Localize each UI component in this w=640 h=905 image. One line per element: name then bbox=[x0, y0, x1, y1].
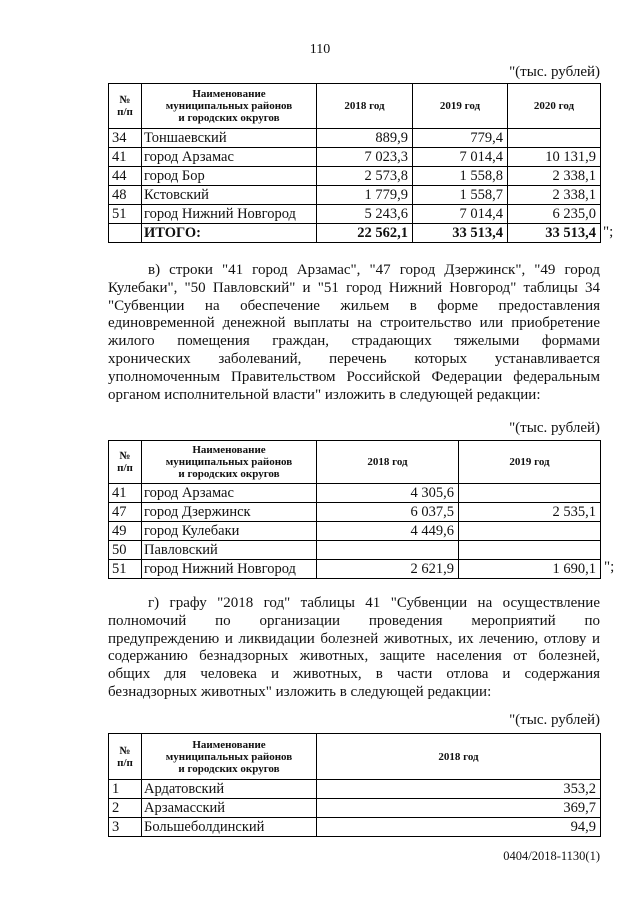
cell-num: 50 bbox=[109, 541, 142, 560]
cell-2020 bbox=[508, 129, 601, 148]
cell-2018: 2 621,9 bbox=[317, 560, 459, 579]
table-row bbox=[109, 205, 601, 224]
cell-2020: 6 235,0 bbox=[508, 205, 601, 224]
header-num: № п/п bbox=[109, 84, 142, 129]
header-2018: 2018 год bbox=[317, 734, 601, 780]
cell-2018: 4 449,6 bbox=[317, 522, 459, 541]
cell-num: 3 bbox=[109, 818, 142, 837]
cell-2018: 94,9 bbox=[317, 818, 601, 837]
header-2018: 2018 год bbox=[317, 84, 413, 129]
cell-2018: 1 779,9 bbox=[317, 186, 413, 205]
subsidy-table-3 bbox=[108, 733, 601, 837]
total-row bbox=[109, 224, 601, 243]
header-2019: 2019 год bbox=[459, 441, 601, 484]
table-row bbox=[109, 541, 601, 560]
cell-2019: 779,4 bbox=[413, 129, 508, 148]
subsidy-table-1 bbox=[108, 83, 601, 243]
closing-quote-mark: "; bbox=[604, 559, 615, 575]
table-header-row bbox=[109, 734, 601, 780]
paragraph-line: содержанию безнадзорных животных, защите населения от болезней, bbox=[108, 648, 600, 665]
cell-2018 bbox=[317, 541, 459, 560]
cell-2019 bbox=[459, 484, 601, 503]
cell-name: город Нижний Новгород bbox=[142, 205, 317, 224]
cell-2019: 1 558,8 bbox=[413, 167, 508, 186]
cell-name: Тоншаевский bbox=[142, 129, 317, 148]
cell-2019: 2 535,1 bbox=[459, 503, 601, 522]
table-row bbox=[109, 167, 601, 186]
table-header-row bbox=[109, 441, 601, 484]
units-label: "(тыс. рублей) bbox=[509, 64, 600, 80]
cell-num: 44 bbox=[109, 167, 142, 186]
cell-num: 51 bbox=[109, 205, 142, 224]
table-row bbox=[109, 148, 601, 167]
paragraph-line: полномочий по организации проведения мероприятий по bbox=[108, 612, 600, 629]
cell-name: Арзамасский bbox=[142, 799, 317, 818]
header-name: Наименование муниципальных районов и городских округов bbox=[142, 441, 317, 484]
cell-name: город Арзамас bbox=[142, 484, 317, 503]
table-row bbox=[109, 484, 601, 503]
total-2019: 33 513,4 bbox=[413, 224, 508, 243]
cell-num: 1 bbox=[109, 780, 142, 799]
cell-2019: 1 690,1 bbox=[459, 560, 601, 579]
cell-num bbox=[109, 224, 142, 243]
paragraph-line: предупреждению и ликвидации болезней животных, их лечению, отлову и bbox=[108, 630, 600, 647]
amendment-paragraph-g bbox=[108, 595, 600, 702]
cell-name: Павловский bbox=[142, 541, 317, 560]
cell-name: город Нижний Новгород bbox=[142, 560, 317, 579]
cell-2020: 10 131,9 bbox=[508, 148, 601, 167]
cell-2019 bbox=[459, 541, 601, 560]
cell-num: 2 bbox=[109, 799, 142, 818]
document-code: 0404/2018-1130(1) bbox=[503, 849, 600, 863]
header-num: № п/п bbox=[109, 441, 142, 484]
cell-2018: 6 037,5 bbox=[317, 503, 459, 522]
cell-2019 bbox=[459, 522, 601, 541]
cell-num: 51 bbox=[109, 560, 142, 579]
page-number: 110 bbox=[309, 42, 331, 57]
units-label: "(тыс. рублей) bbox=[509, 420, 600, 436]
table-row bbox=[109, 780, 601, 799]
paragraph-line: безнадзорных животных" изложить в следующей редакции: bbox=[108, 683, 492, 700]
cell-2018: 369,7 bbox=[317, 799, 601, 818]
cell-2018: 2 573,8 bbox=[317, 167, 413, 186]
table-row bbox=[109, 818, 601, 837]
table-row bbox=[109, 522, 601, 541]
paragraph-line: общих для человека и животных, в части отлова и содержания bbox=[108, 666, 600, 683]
cell-2018: 889,9 bbox=[317, 129, 413, 148]
table-header-row bbox=[109, 84, 601, 129]
cell-2020: 2 338,1 bbox=[508, 186, 601, 205]
header-num: № п/п bbox=[109, 734, 142, 780]
total-label: ИТОГО: bbox=[142, 224, 317, 243]
cell-name: Большеболдинский bbox=[142, 818, 317, 837]
cell-2019: 7 014,4 bbox=[413, 148, 508, 167]
closing-quote-mark: "; bbox=[603, 224, 614, 240]
amendment-paragraph-v bbox=[108, 262, 600, 404]
paragraph-line: г) графу "2018 год" таблицы 41 "Субвенции на осуществление bbox=[148, 595, 600, 611]
paragraph-line: жилого помещения граждан, страдающих тяжелыми формами bbox=[108, 333, 600, 350]
header-2018: 2018 год bbox=[317, 441, 459, 484]
header-name: Наименование муниципальных районов и городских округов bbox=[142, 84, 317, 129]
cell-num: 49 bbox=[109, 522, 142, 541]
table-row bbox=[109, 186, 601, 205]
cell-name: Ардатовский bbox=[142, 780, 317, 799]
table-row bbox=[109, 560, 601, 579]
table-row bbox=[109, 503, 601, 522]
cell-2019: 1 558,7 bbox=[413, 186, 508, 205]
cell-name: город Кулебаки bbox=[142, 522, 317, 541]
paragraph-line: уполномоченным Правительством Российской Федерации федеральным bbox=[108, 368, 600, 385]
cell-name: город Арзамас bbox=[142, 148, 317, 167]
header-2019: 2019 год bbox=[413, 84, 508, 129]
paragraph-line: хронических заболеваний, перечень которых устанавливается bbox=[108, 350, 600, 367]
cell-2018: 4 305,6 bbox=[317, 484, 459, 503]
cell-2018: 353,2 bbox=[317, 780, 601, 799]
paragraph-line: органом исполнительной власти" изложить в следующей редакции: bbox=[108, 386, 541, 403]
paragraph-line: в) строки "41 город Арзамас", "47 город Дзержинск", "49 город bbox=[148, 262, 600, 278]
cell-2018: 7 023,3 bbox=[317, 148, 413, 167]
cell-2020: 2 338,1 bbox=[508, 167, 601, 186]
paragraph-line: Кулебаки", "50 Павловский" и "51 город Нижний Новгород" таблицы 34 bbox=[108, 279, 600, 296]
table-row bbox=[109, 799, 601, 818]
total-2020: 33 513,4 bbox=[508, 224, 601, 243]
header-name: Наименование муниципальных районов и городских округов bbox=[142, 734, 317, 780]
paragraph-line: "Субвенции на обеспечение жильем в форме предоставления bbox=[108, 297, 600, 314]
cell-num: 34 bbox=[109, 129, 142, 148]
cell-2018: 5 243,6 bbox=[317, 205, 413, 224]
table-row bbox=[109, 129, 601, 148]
header-2020: 2020 год bbox=[508, 84, 601, 129]
paragraph-line: единовременной денежной выплаты на строительство или приобретение bbox=[108, 315, 600, 332]
cell-name: город Дзержинск bbox=[142, 503, 317, 522]
cell-num: 41 bbox=[109, 484, 142, 503]
cell-2019: 7 014,4 bbox=[413, 205, 508, 224]
total-2018: 22 562,1 bbox=[317, 224, 413, 243]
cell-num: 48 bbox=[109, 186, 142, 205]
cell-name: город Бор bbox=[142, 167, 317, 186]
units-label: "(тыс. рублей) bbox=[509, 712, 600, 728]
cell-name: Кстовский bbox=[142, 186, 317, 205]
cell-num: 41 bbox=[109, 148, 142, 167]
subsidy-table-2 bbox=[108, 440, 601, 579]
cell-num: 47 bbox=[109, 503, 142, 522]
